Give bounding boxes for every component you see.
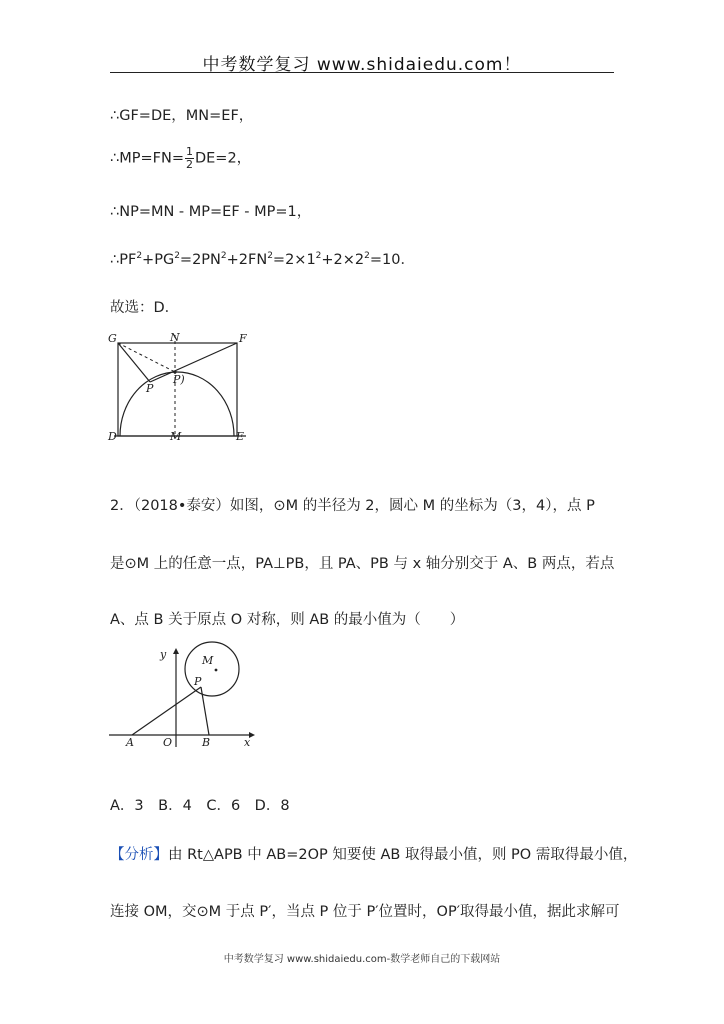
- answer-options: A．3 B．4 C．6 D．8: [110, 798, 290, 814]
- fraction-half: [185, 146, 194, 171]
- page-header-title: 中考数学复习 www.shidaiedu.com！: [202, 55, 522, 75]
- header-divider: [110, 72, 614, 73]
- eq-part-d: +2FN: [226, 252, 268, 268]
- fig2-label-o: O: [163, 736, 173, 749]
- eq-sup-b: 2: [174, 251, 180, 262]
- fig1-label-f: F: [239, 332, 247, 345]
- geometry-figure-circle-axes: [106, 640, 256, 750]
- eq-sup-a: 2: [136, 251, 143, 262]
- fig1-label-g: G: [108, 332, 117, 345]
- eq-part-b: +PG: [142, 252, 175, 268]
- eq-part-e: =2×1: [272, 252, 316, 268]
- line-p-b: [201, 687, 209, 735]
- solution-line-2-suffix: DE=2，: [194, 150, 252, 167]
- fig2-label-a: A: [126, 736, 134, 749]
- fig2-label-p: P: [194, 675, 202, 688]
- fig1-label-p0: P): [173, 373, 185, 386]
- solution-line-4: [110, 248, 415, 269]
- page-footer: 中考数学复习 www.shidaiedu.com-数学老师自己的下载网站: [223, 954, 501, 965]
- fig2-label-b: B: [202, 736, 211, 749]
- solution-line-2-prefix: ∴MP=FN=: [110, 150, 184, 167]
- fig1-label-d: D: [108, 430, 117, 443]
- eq-sup-e: 2: [315, 251, 322, 262]
- eq-part-a: ∴PF: [110, 252, 137, 268]
- analysis-line-1-text: 由 Rt△APB 中 AB=2OP 知要使 AB 取得最小值，则 PO 需取得最小值，: [168, 847, 638, 863]
- fig1-label-p: P: [146, 382, 154, 395]
- problem2-line-1: 2．（2018•泰安）如图，⊙M 的半径为 2，圆心 M 的坐标为（3，4），点 P: [110, 498, 595, 514]
- eq-part-g: =10．: [369, 252, 415, 268]
- analysis-line-2: 连接 OM，交⊙M 于点 P′，当点 P 位于 P′位置时，OP′取得最小值，据此求解可: [110, 904, 620, 920]
- eq-sup-c: 2: [220, 251, 227, 262]
- solution-line-1: ∴GF=DE，MN=EF，: [110, 108, 254, 124]
- answer-line: 故选：D．: [110, 300, 180, 316]
- line-a-p: [132, 687, 201, 735]
- fig1-label-n: N: [170, 331, 180, 344]
- solution-line-2: [110, 146, 251, 171]
- fraction-denominator: 2: [185, 158, 193, 171]
- y-axis-arrow: [173, 648, 179, 654]
- problem2-line-2: 是⊙M 上的任意一点，PA⊥PB，且 PA、PB 与 x 轴分别交于 A、B 两点，若点: [110, 556, 615, 572]
- fig2-label-y: y: [160, 648, 167, 661]
- eq-sup-f: 2: [364, 251, 370, 262]
- problem2-line-3: A、点 B 关于原点 O 对称，则 AB 的最小值为（ ）: [110, 612, 465, 628]
- fig1-label-e: E: [236, 430, 245, 443]
- rectangle-gfed: [118, 343, 237, 436]
- fraction-numerator: 1: [185, 145, 193, 158]
- line-p-f: [150, 343, 237, 382]
- solution-line-3: ∴NP=MN - MP=EF - MP=1，: [110, 204, 312, 220]
- fig1-label-m: M: [170, 430, 182, 443]
- center-m-dot: [215, 669, 218, 672]
- eq-part-f: +2×2: [321, 252, 365, 268]
- eq-sup-d: 2: [267, 251, 273, 262]
- analysis-tag: 【分析】: [110, 847, 168, 863]
- fig2-label-x: x: [244, 736, 251, 749]
- eq-part-c: =2PN: [179, 252, 221, 268]
- dashed-line-g-p0: [118, 343, 175, 372]
- analysis-line-1: [110, 843, 637, 864]
- fig2-label-m: M: [202, 654, 214, 667]
- line-g-p: [118, 343, 150, 382]
- geometry-figure-rectangle-semicircle: [106, 330, 256, 445]
